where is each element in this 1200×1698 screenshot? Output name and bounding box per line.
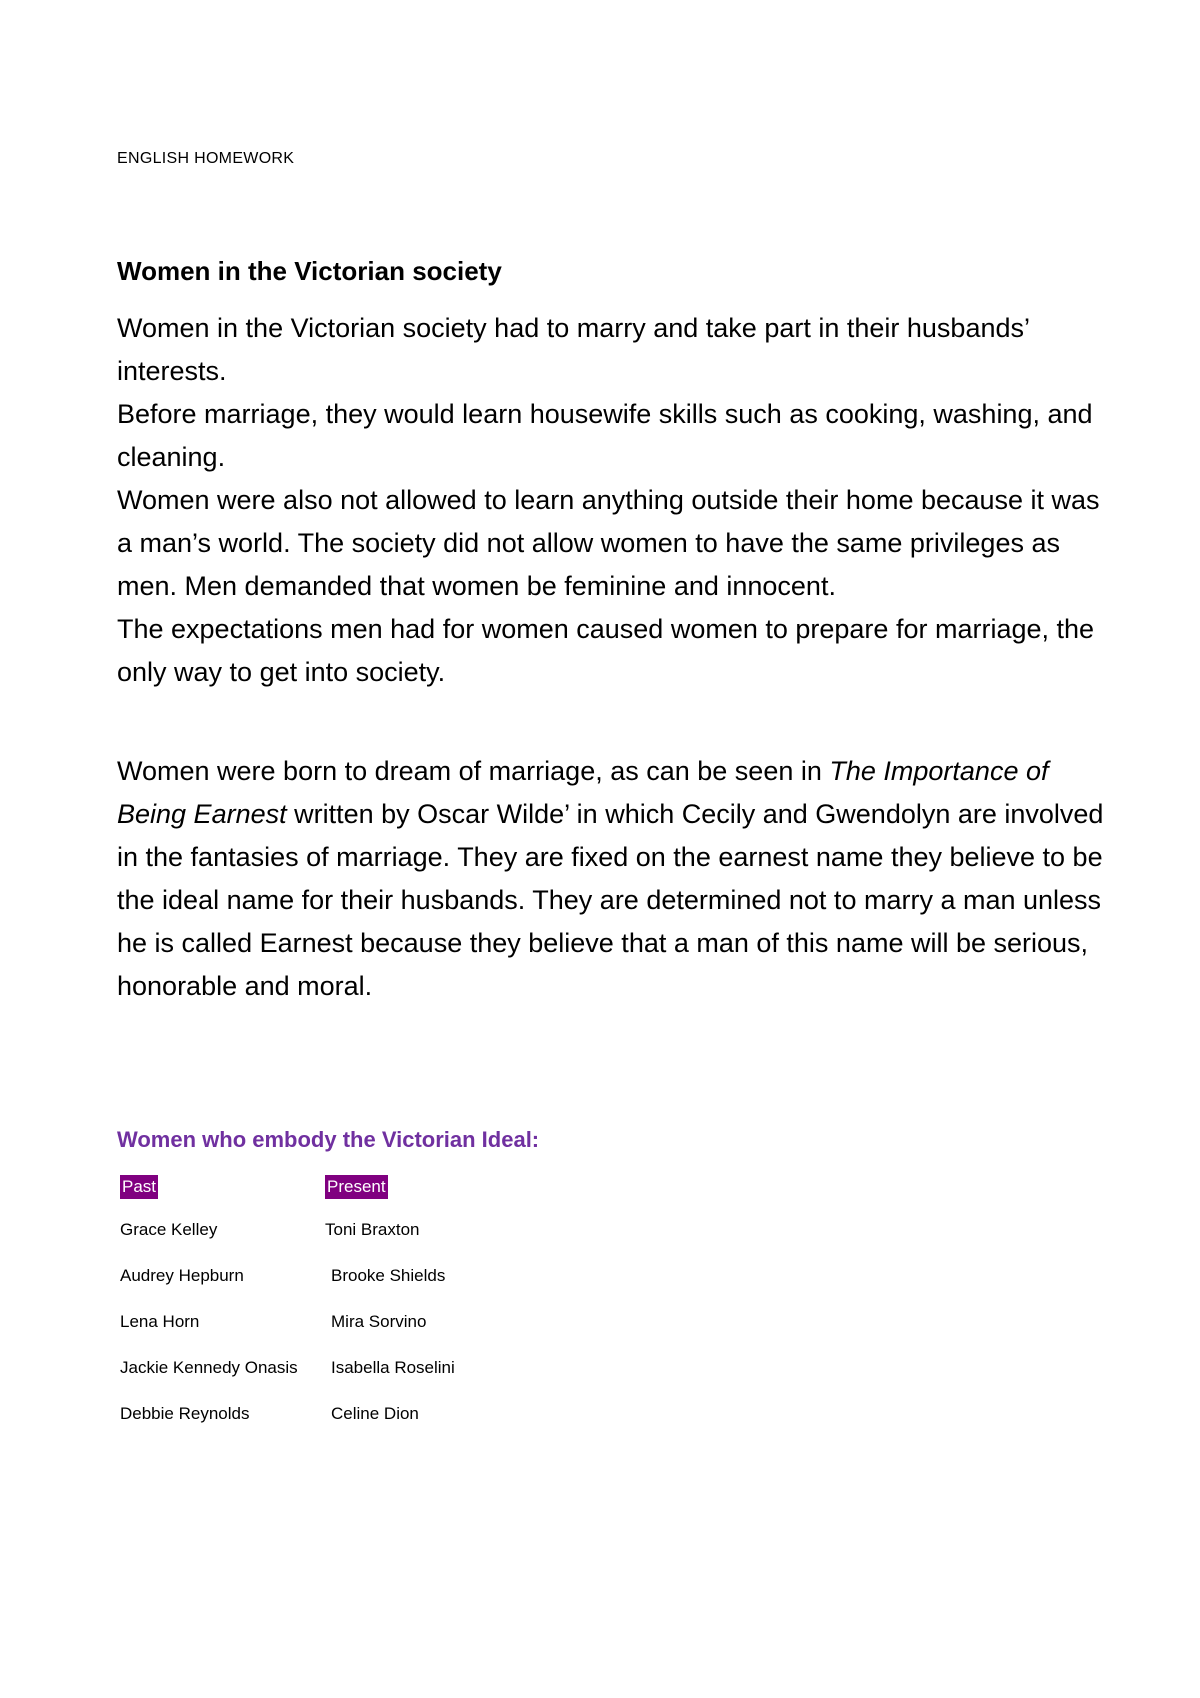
table-header-row xyxy=(117,1175,531,1220)
present-name: Brooke Shields xyxy=(331,1266,446,1285)
body-paragraph-2-text xyxy=(117,750,1107,1008)
paragraph-2-intro: Women were born to dream of marriage, as can be seen in xyxy=(117,756,830,786)
book-title: The Importance of Being Earnest xyxy=(117,756,1049,829)
table-row xyxy=(117,1358,531,1404)
present-name: Celine Dion xyxy=(331,1404,419,1423)
highlighted-label: Present xyxy=(325,1175,388,1199)
past-name: Jackie Kennedy Onasis xyxy=(120,1358,298,1377)
body-paragraph-1 xyxy=(117,307,1107,694)
present-name: Mira Sorvino xyxy=(331,1312,427,1331)
present-name: Isabella Roselini xyxy=(331,1358,455,1377)
table-row xyxy=(117,1266,531,1312)
past-name: Audrey Hepburn xyxy=(120,1266,244,1285)
body-line: The expectations men had for women caused women to prepare for marriage, the only way to get into society. xyxy=(117,614,1095,687)
past-name: Debbie Reynolds xyxy=(120,1404,250,1423)
past-name: Grace Kelley xyxy=(120,1220,218,1239)
table-row xyxy=(117,1404,531,1450)
header-label: ENGLISH HOMEWORK xyxy=(117,150,295,167)
paragraph-2-rest: written by Oscar Wilde’ in which Cecily and Gwendolyn are involved in the fantasies of marriage. They are fixed on the earnest name they believe to be the ideal name for their husbands. They are determined not to marry a man unless he is called Earnest because they believe that a man of this name will be serious, honorable and moral. xyxy=(117,799,1104,1001)
table-row xyxy=(117,1312,531,1358)
present-name: Toni Braxton xyxy=(325,1220,420,1239)
document-title: Women in the Victorian society xyxy=(117,256,502,286)
column-header-present xyxy=(325,1175,531,1220)
body-line: Before marriage, they would learn housewife skills such as cooking, washing, and cleaning. xyxy=(117,399,1093,472)
table-row xyxy=(117,1220,531,1266)
highlighted-label: Past xyxy=(120,1175,158,1199)
body-paragraph-2 xyxy=(117,750,1107,1008)
body-line: Women in the Victorian society had to marry and take part in their husbands’ interests. xyxy=(117,313,1029,386)
ideal-women-table xyxy=(117,1175,531,1450)
past-name: Lena Horn xyxy=(120,1312,200,1331)
body-line: Women were also not allowed to learn anything outside their home because it was a man’s world. The society did not allow women to have the same privileges as men. Men demanded that women be feminine and innocent. xyxy=(117,485,1100,601)
column-header-past xyxy=(117,1175,325,1220)
ideal-section-heading: Women who embody the Victorian Ideal: xyxy=(117,1127,540,1152)
